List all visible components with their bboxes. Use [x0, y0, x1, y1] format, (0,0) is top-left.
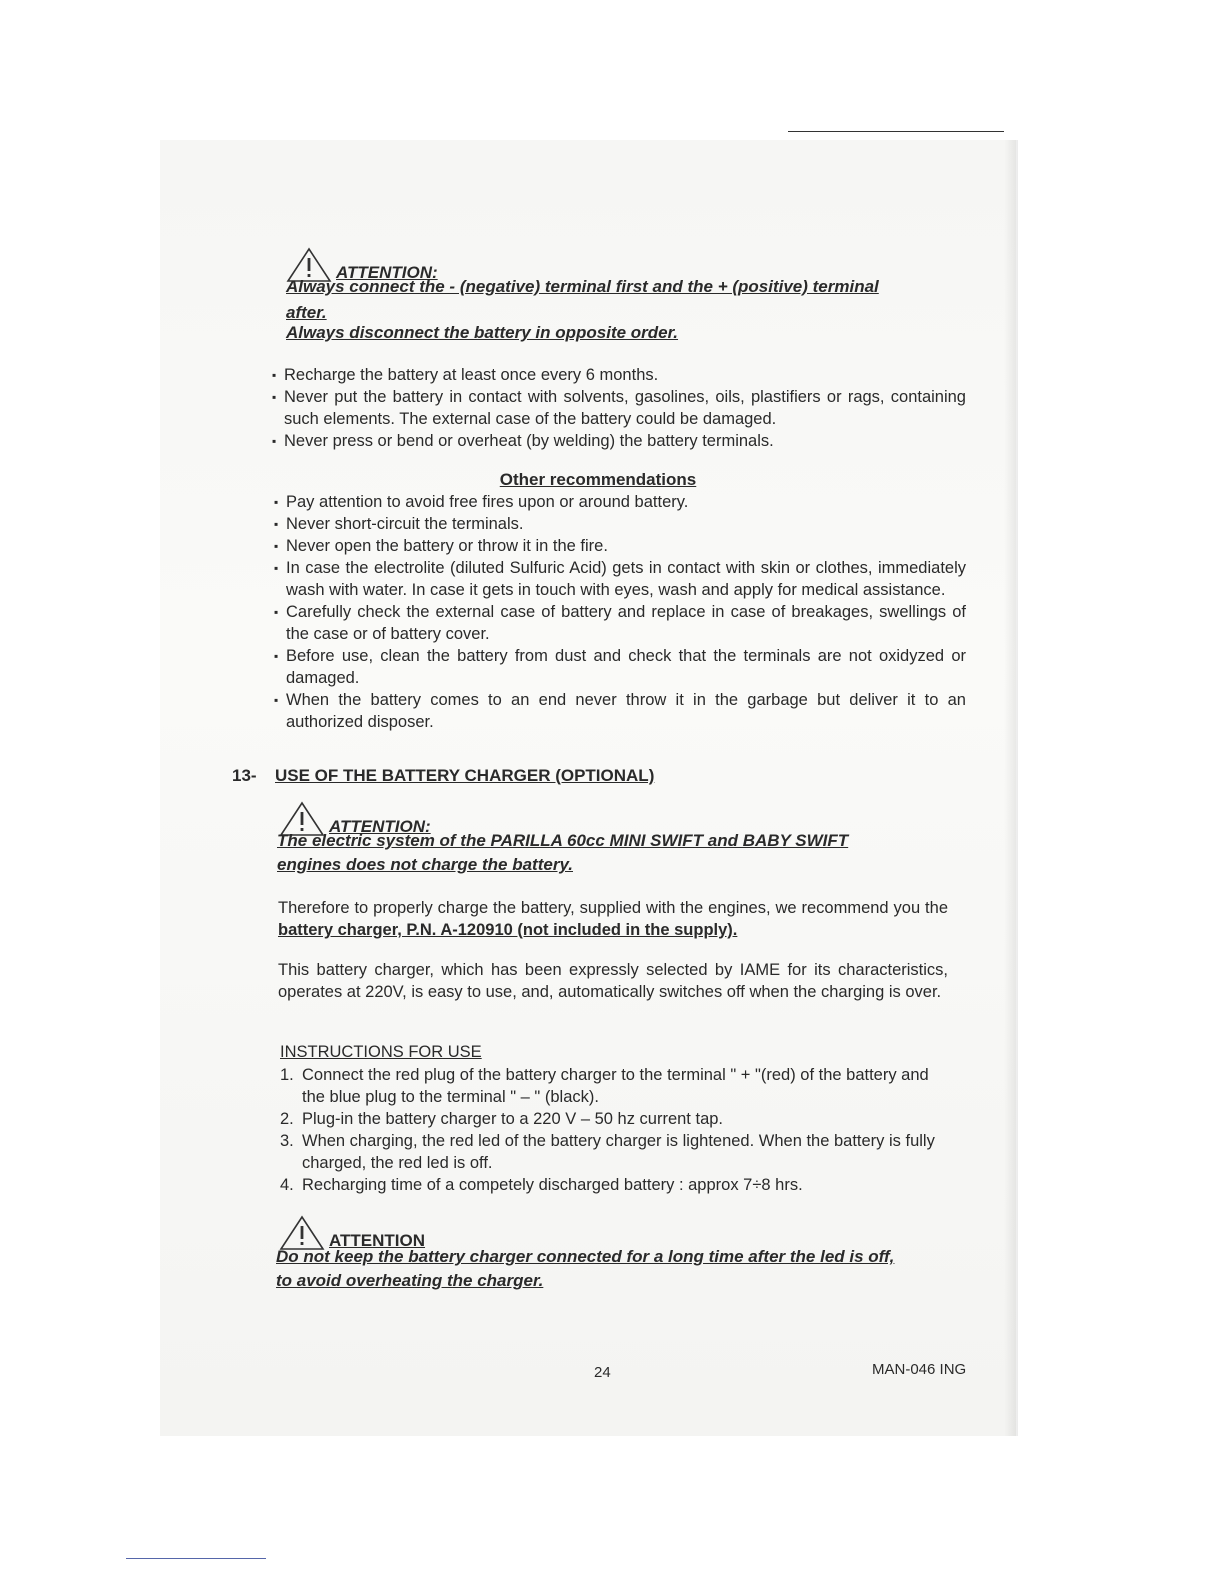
section-number: 13-: [232, 766, 257, 785]
footer-rule: [126, 1558, 266, 1559]
attention-2-line-2: engines does not charge the battery.: [277, 855, 573, 874]
document-code: MAN-046 ING: [872, 1361, 967, 1378]
other-recommendations-heading: Other recommendations: [499, 470, 697, 489]
list-item: 1. Connect the red plug of the battery charger to the terminal " + "(red) of the battery and the blue plug to the terminal " – " (black).: [280, 1066, 929, 1106]
list-item: ▪ Pay attention to avoid free fires upon or around battery.: [274, 491, 966, 513]
list-item: 4. Recharging time of a competely discharged battery : approx 7÷8 hrs.: [280, 1176, 803, 1194]
attention-1-line-3: Always disconnect the battery in opposite order.: [286, 323, 679, 342]
paper-edge-shadow: [1004, 140, 1018, 1436]
attention-2-line-1: The electric system of the PARILLA 60cc MINI SWIFT and BABY SWIFT: [277, 831, 849, 850]
section-title: USE OF THE BATTERY CHARGER (OPTIONAL): [275, 766, 655, 785]
list-item: ▪ In case the electrolite (diluted Sulfuric Acid) gets in contact with skin or clothes, immediately wash with water. In case it gets in touch with eyes, wash and apply for medical assistance.: [274, 557, 966, 601]
attention-1-line-2: after.: [286, 303, 327, 322]
list-item: ▪ Never open the battery or throw it in the fire.: [274, 535, 966, 557]
header-rule: [788, 131, 1004, 132]
attention-label: ATTENTION:: [336, 263, 438, 282]
attention-3-line-1: Do not keep the battery charger connected for a long time after the led is off,: [276, 1247, 895, 1266]
charger-part-number: battery charger, P.N. A-120910 (not included in the supply).: [278, 921, 738, 939]
attention-label: ATTENTION: [329, 1231, 426, 1250]
instructions-list: [280, 1064, 950, 1196]
list-item: ▪ Recharge the battery at least once every 6 months.: [272, 364, 966, 386]
attention-1-line-1: Always connect the - (negative) terminal first and the + (positive) terminal: [286, 277, 879, 296]
page-number: 24: [594, 1364, 611, 1381]
list-item: ▪ Before use, clean the battery from dust and check that the terminals are not oxidyzed or damaged.: [274, 645, 966, 689]
list-item: ▪ Never short-circuit the terminals.: [274, 513, 966, 535]
attention-label: ATTENTION:: [329, 817, 431, 836]
list-item: ▪ Never put the battery in contact with solvents, gasolines, oils, plastifiers or rags, containing such elements. The external case of the battery could be damaged.: [272, 386, 966, 430]
paragraph-text: Therefore to properly charge the battery, supplied with the engines, we recommend you the: [278, 899, 948, 917]
instructions-heading: INSTRUCTIONS FOR USE: [280, 1043, 482, 1061]
charger-description-paragraph: This battery charger, which has been expressly selected by IAME for its characteristics, operates at 220V, is easy to use, and, automatically switches off when the charging is over.: [278, 961, 948, 1001]
list-item: 2. Plug-in the battery charger to a 220 V – 50 hz current tap.: [280, 1110, 723, 1128]
list-item: ▪ When the battery comes to an end never throw it in the garbage but deliver it to an authorized disposer.: [274, 689, 966, 733]
attention-3-line-2: to avoid overheating the charger.: [276, 1271, 544, 1290]
list-item: ▪ Never press or bend or overheat (by welding) the battery terminals.: [272, 430, 966, 452]
other-recommendations-list: [274, 491, 966, 733]
list-item: ▪ Carefully check the external case of battery and replace in case of breakages, swellings of the case or of battery cover.: [274, 601, 966, 645]
list-item: 3. When charging, the red led of the battery charger is lightened. When the battery is fully charged, the red led is off.: [280, 1132, 935, 1172]
charger-recommendation-paragraph: [278, 897, 948, 941]
battery-care-list: [272, 364, 966, 452]
